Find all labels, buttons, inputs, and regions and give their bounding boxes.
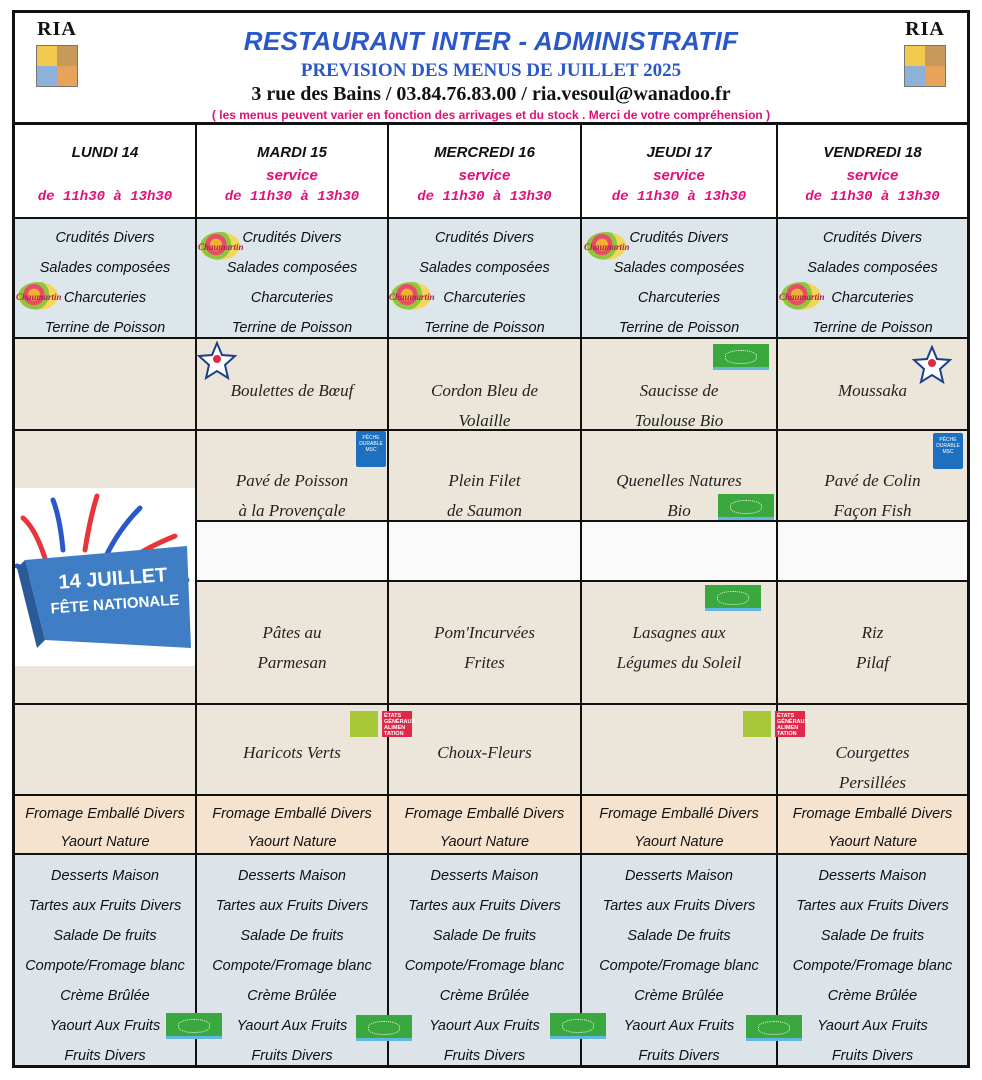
starter-item: Salades composées xyxy=(613,260,745,276)
dessert-item: Salade De fruits xyxy=(432,928,537,944)
dish-side xyxy=(197,618,387,678)
day-name: LUNDI 14 xyxy=(71,144,139,161)
dish-line: Pavé de Colin xyxy=(824,471,921,490)
dish-line: Quenelles Natures xyxy=(616,471,742,490)
dessert-item: Fruits Divers xyxy=(638,1048,720,1064)
dish-line: Frites xyxy=(464,653,505,672)
starter-item: Charcuteries xyxy=(831,290,914,306)
dairy-item: Yaourt Nature xyxy=(827,834,918,850)
service-hours: de 11h30 à 13h30 xyxy=(37,189,173,205)
dessert-item: Fruits Divers xyxy=(64,1048,146,1064)
dessert-item: Desserts Maison xyxy=(51,868,159,884)
dessert-item: Yaourt Aux Fruits xyxy=(49,1018,161,1034)
dessert-item: Yaourt Aux Fruits xyxy=(429,1018,540,1034)
dairy-item: Yaourt Nature xyxy=(247,834,337,850)
eu-organic-icon xyxy=(705,585,761,611)
starter-item: Charcuteries xyxy=(250,290,334,306)
dessert-item: Salade De fruits xyxy=(240,928,344,944)
starter-item: Terrine de Poisson xyxy=(424,320,545,336)
starter-item: Crudités Divers xyxy=(822,230,923,246)
eu-organic-icon xyxy=(713,344,769,370)
starter-item: Crudités Divers xyxy=(242,230,342,246)
dish-meat xyxy=(582,376,776,436)
menu-subtitle: PREVISION DES MENUS DE JUILLET 2025 xyxy=(300,60,682,81)
viande-bovine-francaise-icon xyxy=(912,345,952,385)
dairy-item: Fromage Emballé Divers xyxy=(599,806,759,822)
row-divider xyxy=(12,703,970,705)
starter-item: Charcuteries xyxy=(443,290,526,306)
dessert-item: Yaourt Aux Fruits xyxy=(817,1018,928,1034)
dairy-item: Fromage Emballé Divers xyxy=(792,806,953,822)
viande-bovine-francaise-icon xyxy=(197,341,237,381)
dairy-item: Fromage Emballé Divers xyxy=(25,806,185,822)
dish-line: Persillées xyxy=(838,773,907,792)
chaumartin-logo-icon xyxy=(584,232,630,260)
eu-organic-icon xyxy=(166,1013,222,1039)
dish-line: Choux-Fleurs xyxy=(437,743,532,762)
starter-item: Salades composées xyxy=(39,260,171,276)
service-label xyxy=(15,167,195,189)
dessert-item: Tartes aux Fruits Divers xyxy=(408,898,561,914)
chaumartin-logo-icon xyxy=(389,282,435,310)
day-header xyxy=(15,144,195,205)
dish-line: Parmesan xyxy=(257,653,327,672)
dairy-list xyxy=(15,800,195,856)
dessert-item: Tartes aux Fruits Divers xyxy=(215,898,369,914)
dish-line: Pilaf xyxy=(855,653,890,672)
dish-veg xyxy=(197,738,387,768)
dairy-item: Yaourt Nature xyxy=(60,834,150,850)
dish-line: Plein Filet xyxy=(448,471,521,490)
service-label: service xyxy=(266,167,318,184)
dish-line: Riz xyxy=(861,623,884,642)
chaumartin-label: Chaumartin xyxy=(198,242,244,252)
dish-line: de Saumon xyxy=(446,501,523,520)
dessert-item: Salade De fruits xyxy=(627,928,731,944)
dessert-item: Fruits Divers xyxy=(831,1048,914,1064)
dish-line: Boulettes de Bœuf xyxy=(230,381,354,400)
desserts-list xyxy=(389,861,580,1071)
egalim-leaf-icon xyxy=(743,711,771,737)
dish-fish xyxy=(389,466,580,526)
holiday-title: 14 JUILLET xyxy=(57,564,169,594)
starter-item: Terrine de Poisson xyxy=(231,320,353,336)
day-header xyxy=(389,144,580,205)
dessert-item: Crème Brûlée xyxy=(634,988,724,1004)
eu-organic-icon xyxy=(718,494,774,520)
etats-label: ÉTATS GÉNÉRAUX ALIMEN TATION xyxy=(384,713,416,737)
dessert-item: Compote/Fromage blanc xyxy=(25,958,185,974)
etats-generaux-icon xyxy=(775,711,809,737)
service-label: service xyxy=(458,167,511,184)
day-header xyxy=(197,144,387,205)
starter-item: Terrine de Poisson xyxy=(812,320,933,336)
chaumartin-logo-icon xyxy=(198,232,244,260)
dairy-list xyxy=(197,800,387,856)
starter-item: Charcuteries xyxy=(63,290,147,306)
dish-line: Haricots Verts xyxy=(243,743,341,762)
chaumartin-logo-icon xyxy=(779,282,825,310)
dish-line: Façon Fish xyxy=(833,501,912,520)
dish-line: à la Provençale xyxy=(238,501,346,520)
msc-peche-durable-icon xyxy=(933,433,963,469)
starter-item: Terrine de Poisson xyxy=(618,320,740,336)
disclaimer-note: ( les menus peuvent varier en fonction des arrivages et du stock . Merci de votre compréhension ) xyxy=(211,108,771,122)
starter-item: Salades composées xyxy=(226,260,358,276)
dessert-item: Tartes aux Fruits Divers xyxy=(28,898,182,914)
starter-item: Crudités Divers xyxy=(55,230,155,246)
dish-line: Volaille xyxy=(458,411,511,430)
holiday-panel xyxy=(15,488,195,666)
dessert-item: Tartes aux Fruits Divers xyxy=(796,898,949,914)
dessert-item: Tartes aux Fruits Divers xyxy=(602,898,756,914)
dessert-item: Salade De fruits xyxy=(53,928,157,944)
holiday-subtitle: FÊTE NATIONALE xyxy=(50,591,180,618)
service-hours: de 11h30 à 13h30 xyxy=(417,189,552,205)
dish-line: Pâtes au xyxy=(262,623,322,642)
dish-line: Courgettes xyxy=(835,743,910,762)
dessert-item: Crème Brûlée xyxy=(60,988,150,1004)
starter-item: Salades composées xyxy=(419,260,550,276)
service-hours: de 11h30 à 13h30 xyxy=(224,189,360,205)
dessert-item: Desserts Maison xyxy=(625,868,733,884)
starter-item: Terrine de Poisson xyxy=(44,320,166,336)
dairy-list xyxy=(582,800,776,856)
dish-line: Bio xyxy=(667,501,691,520)
dessert-item: Crème Brûlée xyxy=(247,988,337,1004)
day-header xyxy=(778,144,967,205)
dessert-item: Desserts Maison xyxy=(430,868,539,884)
starter-item: Charcuteries xyxy=(637,290,721,306)
dish-veg xyxy=(778,738,967,798)
dish-line: Légumes du Soleil xyxy=(616,653,742,672)
dessert-item: Desserts Maison xyxy=(818,868,927,884)
etats-label: ÉTATS GÉNÉRAUX ALIMEN TATION xyxy=(777,713,809,737)
msc-label: PÊCHE DURABLE MSC xyxy=(359,435,383,453)
chaumartin-logo-icon xyxy=(16,282,62,310)
dessert-item: Yaourt Aux Fruits xyxy=(623,1018,735,1034)
eu-organic-icon xyxy=(550,1013,606,1039)
logo-text: RIA xyxy=(905,18,945,40)
dish-side xyxy=(778,618,967,678)
day-name: MARDI 15 xyxy=(256,144,327,161)
starter-item: Salades composées xyxy=(807,260,938,276)
service-label: service xyxy=(653,167,705,184)
service-label: service xyxy=(846,167,899,184)
dessert-item: Crème Brûlée xyxy=(439,988,530,1004)
day-name: MERCREDI 16 xyxy=(434,144,535,161)
dish-side xyxy=(582,618,776,678)
row-divider xyxy=(12,217,970,219)
dessert-item: Desserts Maison xyxy=(238,868,346,884)
chaumartin-label: Chaumartin xyxy=(16,292,62,302)
dish-veg xyxy=(389,738,580,768)
dish-fish xyxy=(778,466,967,526)
dairy-item: Yaourt Nature xyxy=(439,834,530,850)
logo-text: RIA xyxy=(37,18,77,40)
dairy-item: Fromage Emballé Divers xyxy=(212,806,372,822)
dessert-item: Salade De fruits xyxy=(820,928,925,944)
dish-fish xyxy=(197,466,387,526)
starter-item: Crudités Divers xyxy=(629,230,729,246)
eu-organic-icon xyxy=(746,1015,802,1041)
service-hours: de 11h30 à 13h30 xyxy=(805,189,940,205)
dairy-item: Fromage Emballé Divers xyxy=(404,806,565,822)
etats-generaux-icon xyxy=(382,711,416,737)
desserts-list xyxy=(15,861,195,1071)
desserts-list xyxy=(778,861,967,1071)
dish-line: Lasagnes aux xyxy=(632,623,726,642)
eu-organic-icon xyxy=(356,1015,412,1041)
dairy-item: Yaourt Nature xyxy=(634,834,724,850)
restaurant-title: RESTAURANT INTER - ADMINISTRATIF xyxy=(243,26,739,56)
contact-address: 3 rue des Bains / 03.84.76.83.00 / ria.vesoul@wanadoo.fr xyxy=(251,83,731,105)
chaumartin-label: Chaumartin xyxy=(779,292,825,302)
dish-line: Pavé de Poisson xyxy=(235,471,349,490)
dish-line: Moussaka xyxy=(838,381,907,400)
dish-meat xyxy=(389,376,580,436)
dessert-item: Fruits Divers xyxy=(443,1048,526,1064)
dish-line: Toulouse Bio xyxy=(634,411,724,430)
day-header xyxy=(582,144,776,205)
msc-peche-durable-icon xyxy=(356,431,386,467)
chaumartin-label: Chaumartin xyxy=(584,242,630,252)
dessert-item: Compote/Fromage blanc xyxy=(404,958,565,974)
dish-line: Saucisse de xyxy=(639,381,719,400)
dairy-list xyxy=(389,800,580,856)
dessert-item: Compote/Fromage blanc xyxy=(212,958,372,974)
dessert-item: Compote/Fromage blanc xyxy=(599,958,759,974)
dessert-item: Yaourt Aux Fruits xyxy=(236,1018,348,1034)
day-name: VENDREDI 18 xyxy=(823,144,922,161)
chaumartin-label: Chaumartin xyxy=(389,292,435,302)
egalim-leaf-icon xyxy=(350,711,378,737)
dish-side xyxy=(389,618,580,678)
dish-line: Pom'Incurvées xyxy=(434,623,535,642)
dessert-item: Compote/Fromage blanc xyxy=(792,958,953,974)
starter-item: Crudités Divers xyxy=(434,230,535,246)
service-hours: de 11h30 à 13h30 xyxy=(611,189,747,205)
day-name: JEUDI 17 xyxy=(646,144,712,161)
dairy-list xyxy=(778,800,967,856)
dessert-item: Crème Brûlée xyxy=(827,988,918,1004)
dessert-item: Fruits Divers xyxy=(251,1048,333,1064)
dish-line: Cordon Bleu de xyxy=(430,381,539,400)
msc-label: PÊCHE DURABLE MSC xyxy=(936,437,960,455)
